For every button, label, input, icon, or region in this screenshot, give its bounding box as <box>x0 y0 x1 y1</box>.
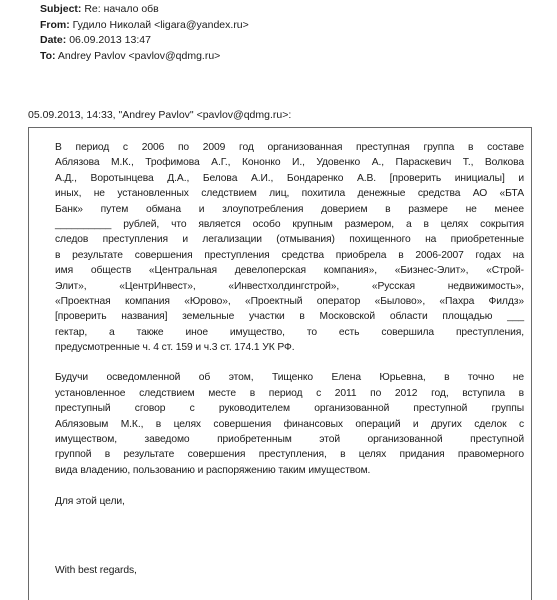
text-line: установленное следствием месте в период с 2011 по 2012 год, вступила в <box>55 387 524 399</box>
text-line: Будучи осведомленной об этом, Тищенко Елена Юрьевна, в точно не <box>55 372 524 384</box>
quote-attribution: 05.09.2013, 14:33, "Andrey Pavlov" <pavlov@qdmg.ru>: <box>28 109 292 121</box>
text-line: __________ рублей, что является особо крупным размером, а в целях сокрытия <box>55 218 524 230</box>
text-line: «Проектная компания «Юрово», «Проектный оператор «Былово», «Пахра Филдз» <box>55 295 524 307</box>
text-line: Элит», «ЦентрИнвест», «Инвестхолдингстрой», «Русская недвижимость», <box>55 280 524 292</box>
text-line: Аблязовым М.К., в целях совершения финансовых операций и других сделок с <box>55 418 524 430</box>
text-line: Аблязова М.К., Трофимова А.Г., Кононко И., Удовенко А., Параскевич Т., Волкова <box>55 157 524 169</box>
header-to <box>40 49 249 65</box>
paragraph-2 <box>55 370 524 478</box>
paragraph-1 <box>55 140 524 355</box>
header-value: 06.09.2013 13:47 <box>69 34 151 46</box>
text-line: А.Д., Воротынцева Д.А., Белова А.И., Бондаренко А.В. [проверить инициалы] и <box>55 172 524 184</box>
text-line: имя обществ «Центральная девелоперская компания», «Бизнес-Элит», «Строй- <box>55 265 524 277</box>
email-headers <box>40 2 249 64</box>
text-line: следов преступления и легализации (отмывания) похищенного на приобретенные <box>55 234 524 246</box>
text-line: иных, не установленных следствием лиц, похитила денежные средства АО «БТА <box>55 188 524 200</box>
header-key: Subject: <box>40 3 82 15</box>
text-line: группой в результате совершения преступления, в целях придания правомерного <box>55 449 524 461</box>
text-line: Банк» путем обмана и злоупотребления доверием в размере не менее <box>55 203 524 215</box>
text-line: вида владению, пользованию и распоряжению таким имуществом. <box>55 464 371 476</box>
header-date <box>40 33 249 49</box>
quoted-body <box>55 140 524 578</box>
header-subject <box>40 2 249 18</box>
header-value[interactable]: Andrey Pavlov <pavlov@qdmg.ru> <box>57 49 221 62</box>
header-key: From: <box>40 18 70 31</box>
quoted-message <box>28 127 532 600</box>
text-line: предусмотренные ч. 4 ст. 159 и ч.3 ст. 174.1 УК РФ. <box>55 342 295 354</box>
header-value[interactable]: Гудило Николай <ligara@yandex.ru> <box>72 18 249 31</box>
text-line: в результате совершения преступления средства приобрела в 2006-2007 годах на <box>55 249 524 261</box>
header-from <box>40 18 249 34</box>
header-key: To: <box>40 49 56 62</box>
text-line: преступный сговор с руководителем организованной преступной группы <box>55 403 524 415</box>
header-key: Date: <box>40 34 67 46</box>
regards-line: With best regards, <box>55 564 137 576</box>
text-line: гектар, а также иное имущество, то есть совершила преступления, <box>55 326 524 338</box>
header-value: Re: начало обв <box>84 3 159 15</box>
closing-line: Для этой цели, <box>55 496 125 508</box>
text-line: имуществом, заведомо приобретенным этой организованной преступной <box>55 434 524 446</box>
text-line: [проверить названия] земельные участки в Московской области площадью ___ <box>55 311 524 323</box>
text-line: В период с 2006 по 2009 год организованная преступная группа в составе <box>55 142 524 153</box>
